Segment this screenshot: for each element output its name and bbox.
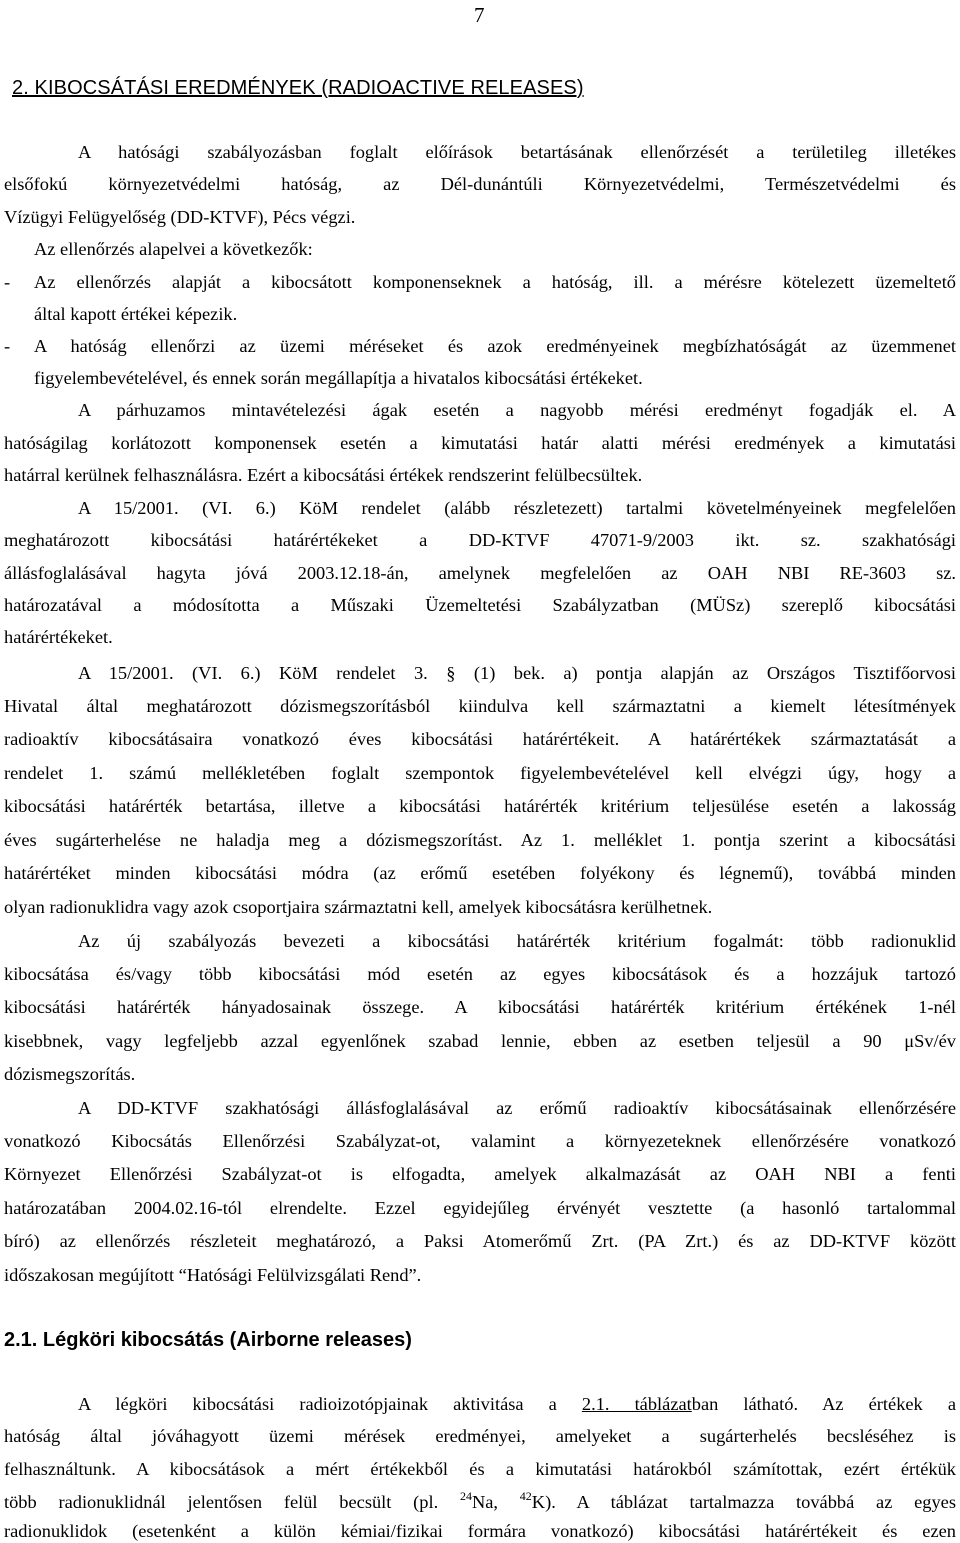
text-line: [4, 1490, 956, 1514]
text-line: határozatával a módosította a Műszaki Üzemeltetési Szabályzatban (MÜSz) szereplő kibocsátási: [4, 595, 956, 615]
text-line: dózismegszorítás.: [4, 1064, 136, 1084]
mass-number-superscript: 42: [519, 1489, 532, 1503]
text-line: Az új szabályozás bevezeti a kibocsátási határérték kritérium fogalmát: több radionuklid: [78, 931, 956, 951]
text-line: Az ellenőrzés alapját a kibocsátott komponenseknek a hatóság, ill. a mérésre kötelezett üzemeltető: [34, 272, 956, 292]
text-line: olyan radionuklidra vagy azok csoportjaira származtatni kell, amelyek kibocsátásra kerülhetnek.: [4, 897, 713, 917]
bullet-dash: -: [4, 336, 11, 356]
text-line: éves sugárterhelése ne haladja meg a dózismegszorítást. Az 1. melléklet 1. pontja szerint a kibocsátási: [4, 830, 956, 850]
text-line: által kapott értékei képezik.: [34, 304, 238, 324]
text-line: A 15/2001. (VI. 6.) KöM rendelet 3. § (1) bek. a) pontja alapján az Országos Tisztifőorvosi: [78, 663, 956, 683]
text-line: határértéket minden kibocsátási módra (az erőmű esetében folyékony és légnemű), továbbá minden: [4, 863, 956, 883]
text-line: radionuklidok (esetenként a külön kémiai/fizikai formára vonatkozó) kibocsátási határértékeit és ezen: [4, 1521, 956, 1541]
table-reference-link[interactable]: 2.1. táblázat: [581, 1394, 692, 1414]
text-line: hatóság által jóváhagyott üzemi mérések eredményei, amelyeket a sugárterhelés becsléséhez is: [4, 1426, 956, 1446]
text-line: kibocsátási határérték betartása, illetve a kibocsátási határérték kritérium teljesülése esetén a lakosság: [4, 796, 956, 816]
text-line: határozatában 2004.02.16-tól elrendelte. Ezzel egyidejűleg érvényét vesztette (a hasonló tartalommal: [4, 1198, 956, 1218]
mass-number-superscript: 24: [459, 1489, 472, 1503]
text-line: figyelembevételével, és ennek során megállapítja a hivatalos kibocsátási értékeket.: [34, 368, 643, 388]
text-line: hatóságilag korlátozott komponensek esetén a kimutatási határ alatti mérési eredmények a kimutatási: [4, 433, 956, 453]
text-span: Na,: [471, 1492, 520, 1512]
page-number: 7: [474, 3, 485, 27]
text-line: határral kerülnek felhasználásra. Ezért a kibocsátási értékek rendszerint felülbecsültek.: [4, 465, 643, 485]
text-line: A 15/2001. (VI. 6.) KöM rendelet (alább részletezett) tartalmi követelményeinek megfelelően: [78, 498, 956, 518]
text-line: Az ellenőrzés alapelvei a következők:: [34, 239, 313, 259]
text-line: időszakosan megújított “Hatósági Felülvizsgálati Rend”.: [4, 1265, 422, 1285]
text-line: vonatkozó Kibocsátás Ellenőrzési Szabályzat-ot, valamint a környezeteknek ellenőrzésére vonatkozó: [4, 1131, 956, 1151]
text-line: radioaktív kibocsátásaira vonatkozó éves kibocsátási határértékeit. A határértékek származtatását a: [4, 729, 956, 749]
text-line: Hivatal által meghatározott dózismegszorításból kiindulva kell származtatni a kiemelt létesítmények: [4, 696, 956, 716]
text-line: A párhuzamos mintavételezési ágak esetén a nagyobb mérési eredményt fogadják el. A: [78, 400, 956, 420]
text-span: A légköri kibocsátási radioizotópjainak aktivitása a: [78, 1394, 582, 1414]
text-span: ban látható. Az értékek a: [691, 1394, 956, 1414]
text-line: Vízügyi Felügyelőség (DD-KTVF), Pécs végzi.: [4, 207, 356, 227]
text-line: elsőfokú környezetvédelmi hatóság, az Dél-dunántúli Környezetvédelmi, Természetvédelmi és: [4, 174, 956, 194]
text-line: bíró) az ellenőrzés részleteit meghatározó, a Paksi Atomerőmű Zrt. (PA Zrt.) és az DD-KTVF között: [4, 1231, 956, 1251]
section-heading: 2. KIBOCSÁTÁSI EREDMÉNYEK (RADIOACTIVE RELEASES): [12, 77, 584, 99]
text-line: meghatározott kibocsátási határértékeket a DD-KTVF 47071-9/2003 ikt. sz. szakhatósági: [4, 530, 956, 550]
text-line: állásfoglalásával hagyta jóvá 2003.12.18-án, amelynek megfelelően az OAH NBI RE-3603 sz.: [4, 563, 956, 583]
text-line: A DD-KTVF szakhatósági állásfoglalásával az erőmű radioaktív kibocsátásainak ellenőrzésére: [78, 1098, 956, 1118]
text-span: több radionuklidnál jelentősen felül becsült (pl.: [4, 1492, 460, 1512]
text-line: határértékeket.: [4, 627, 113, 647]
text-line: felhasználtunk. A kibocsátások a mért értékekből és a kimutatási határokból számítottak, ezért értékük: [4, 1459, 956, 1479]
subsection-heading: 2.1. Légköri kibocsátás (Airborne releases): [4, 1329, 412, 1351]
text-line: kisebbnek, vagy legfeljebb azzal egyenlőnek szabad lennie, ebben az esetben teljesül a 90 μSv/év: [4, 1031, 956, 1051]
text-line: rendelet 1. számú mellékletében foglalt szempontok figyelembevételével kell elvégzi úgy, hogy a: [4, 763, 956, 783]
bullet-dash: -: [4, 272, 11, 292]
text-line: [78, 1392, 956, 1416]
text-line: Környezet Ellenőrzési Szabályzat-ot is elfogadta, amelyek alkalmazását az OAH NBI a fenti: [4, 1164, 956, 1184]
text-span: K). A táblázat tartalmazza továbbá az egyes: [531, 1492, 957, 1512]
text-line: kibocsátása és/vagy több kibocsátási mód esetén az egyes kibocsátások és a hozzájuk tartozó: [4, 964, 956, 984]
text-line: A hatósági szabályozásban foglalt előírások betartásának ellenőrzését a területileg illetékes: [78, 142, 956, 162]
text-line: A hatóság ellenőrzi az üzemi méréseket és azok eredményeinek megbízhatóságát az üzemmenet: [34, 336, 956, 356]
text-line: kibocsátási határérték hányadosainak összege. A kibocsátási határérték kritérium értékének 1-nél: [4, 997, 956, 1017]
